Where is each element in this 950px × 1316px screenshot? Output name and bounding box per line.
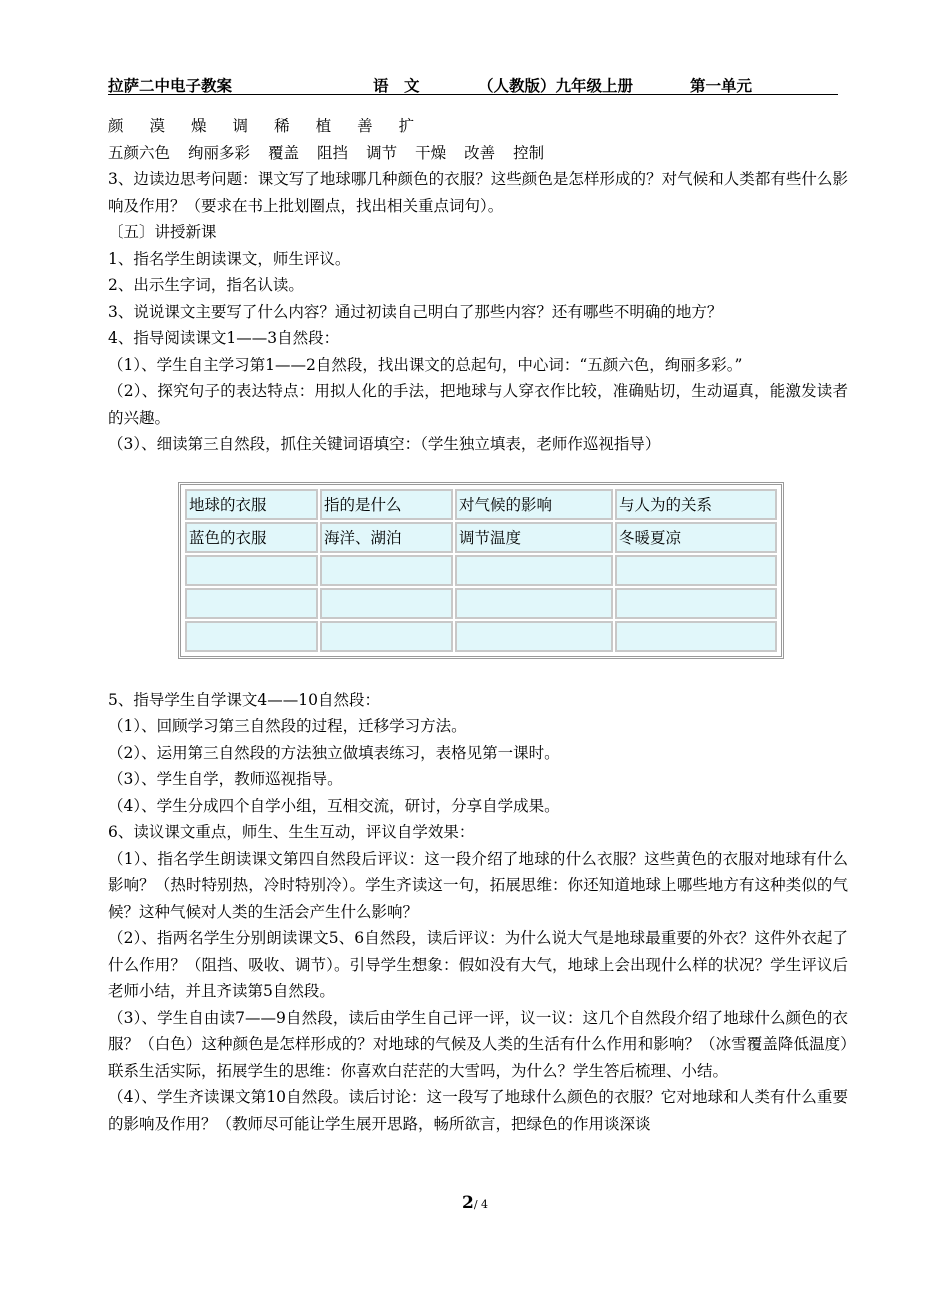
- table-cell: 蓝色的衣服: [185, 522, 318, 553]
- table-cell-empty: [455, 555, 613, 586]
- vocab-char: 善: [357, 117, 373, 135]
- section-heading: 〔五〕讲授新课: [108, 223, 217, 241]
- table-header-cell: 对气候的影响: [455, 489, 613, 520]
- paragraph: 4、指导阅读课文1——3自然段：: [108, 329, 340, 347]
- vocab-char: 颜: [108, 117, 124, 135]
- header-unit: 第一单元: [690, 76, 753, 95]
- paragraph: 5、指导学生自学课文4——10自然段：: [108, 690, 380, 709]
- table-cell-empty: [185, 555, 318, 586]
- table-row: [185, 621, 777, 652]
- paragraph: （1）、回顾学习第三自然段的过程，迁移学习方法。: [108, 717, 467, 735]
- page-footer: [0, 1193, 950, 1213]
- vocab-word: 阻挡: [317, 143, 349, 162]
- table-cell-empty: [320, 555, 453, 586]
- paragraph: 3、边读边思考问题：课文写了地球哪几种颜色的衣服？这些颜色是怎样形成的？对气候和人类都有些什么影响及作用？（要求在书上批划圈点，找出相关重点词句）。: [108, 170, 848, 215]
- table-header-cell: 与人为的关系: [615, 489, 777, 520]
- table-cell-empty: [615, 588, 777, 619]
- table-row: [185, 555, 777, 586]
- table-cell: 调节温度: [455, 522, 613, 553]
- paragraph: （2）、探究句子的表达特点：用拟人化的手法，把地球与人穿衣作比较，准确贴切，生动逼真，能激发读者的兴趣。: [108, 382, 848, 427]
- table-cell-empty: [185, 588, 318, 619]
- page-header: [108, 72, 838, 95]
- paragraph: （4）、学生齐读课文第10自然段。读后讨论：这一段写了地球什么颜色的衣服？它对地球和人类有什么重要的影响及作用？（教师尽可能让学生展开思路，畅所欲言，把绿色的作用谈深谈: [108, 1088, 848, 1133]
- vocab-words-line: [108, 140, 848, 167]
- fill-in-table: [178, 482, 784, 659]
- vocab-char: 燥: [191, 117, 207, 135]
- vocab-char: 调: [232, 117, 249, 135]
- table-cell-empty: [455, 588, 613, 619]
- paragraph: （4）、学生分成四个自学小组，互相交流，研讨，分享自学成果。: [108, 796, 560, 815]
- document-body: [108, 113, 848, 1137]
- paragraph: （1）、学生自主学习第1——2自然段，找出课文的总起句，中心词：“五颜六色，绚丽多彩。”: [108, 355, 743, 374]
- table-cell-empty: [320, 588, 453, 619]
- table-cell-empty: [455, 621, 613, 652]
- paragraph: 2、出示生字词，指名认读。: [108, 276, 304, 294]
- vocab-word: 调节: [366, 143, 398, 162]
- table-cell-empty: [615, 555, 777, 586]
- table-header-cell: 地球的衣服: [185, 489, 318, 520]
- table-cell-empty: [185, 621, 318, 652]
- header-school: 拉萨二中电子教案: [108, 76, 233, 95]
- paragraph: （1）、指名学生朗读课文第四自然段后评议：这一段介绍了地球的什么衣服？这些黄色的衣服对地球有什么影响？（热时特别热，冷时特别冷）。学生齐读这一句，拓展思维：你还知道地球上哪些地方有这种类似的气候？这种气候对人类的生活会产生什么影响？: [108, 849, 848, 921]
- vocab-word: 五颜六色: [108, 143, 171, 162]
- page-number: 2: [461, 1193, 474, 1213]
- vocab-word: 绚丽多彩: [188, 143, 251, 162]
- paragraph: 3、说说课文主要写了什么内容？通过初读自己明白了那些内容？还有哪些不明确的地方？: [108, 302, 723, 321]
- page-total: / 4: [473, 1198, 489, 1211]
- paragraph: （3）、学生自由读7——9自然段，读后由学生自己评一评，议一议：这几个自然段介绍了地球什么颜色的衣服？（白色）这种颜色是怎样形成的？对地球的气候及人类的生活有什么作用和影响？（冰雪覆盖降低温度）联系生活实际，拓展学生的思维：你喜欢白茫茫的大雪吗，为什么？学生答后梳理、小结。: [108, 1008, 848, 1080]
- header-subject: 语 文: [373, 76, 420, 95]
- vocab-char: 稀: [274, 117, 290, 135]
- header-edition: （人教版）九年级上册: [478, 76, 634, 95]
- table-row: [185, 588, 777, 619]
- table-cell-empty: [615, 621, 777, 652]
- table-cell: 海洋、湖泊: [320, 522, 453, 553]
- table-cell: 冬暖夏凉: [615, 522, 777, 553]
- table-header-row: [185, 489, 777, 520]
- paragraph: （3）、细读第三自然段，抓住关键词语填空：（学生独立填表，老师作巡视指导）: [108, 435, 661, 453]
- vocab-chars-line: [108, 113, 848, 140]
- paragraph: 6、读议课文重点，师生、生生互动，评议自学效果：: [108, 823, 475, 841]
- vocab-char: 漠: [149, 117, 166, 135]
- vocab-word: 控制: [513, 143, 545, 162]
- vocab-char: 植: [315, 117, 332, 135]
- paragraph: （2）、指两名学生分别朗读课文5、6自然段，读后评议：为什么说大气是地球最重要的外衣？这件外衣起了什么作用？（阻挡、吸收、调节）。引导学生想象：假如没有大气，地球上会出现什么样的状况？学生评议后老师小结，并且齐读第5自然段。: [108, 929, 848, 1000]
- table-header-cell: 指的是什么: [320, 489, 453, 520]
- paragraph: 1、指名学生朗读课文，师生评议。: [108, 249, 351, 268]
- vocab-word: 改善: [464, 143, 496, 162]
- vocab-word: 覆盖: [268, 143, 300, 162]
- vocab-char: 扩: [398, 117, 415, 135]
- vocab-word: 干燥: [415, 143, 447, 162]
- table-row: [185, 522, 777, 553]
- table-cell-empty: [320, 621, 453, 652]
- paragraph: （2）、运用第三自然段的方法独立做填表练习，表格见第一课时。: [108, 743, 560, 762]
- paragraph: （3）、学生自学，教师巡视指导。: [108, 770, 343, 788]
